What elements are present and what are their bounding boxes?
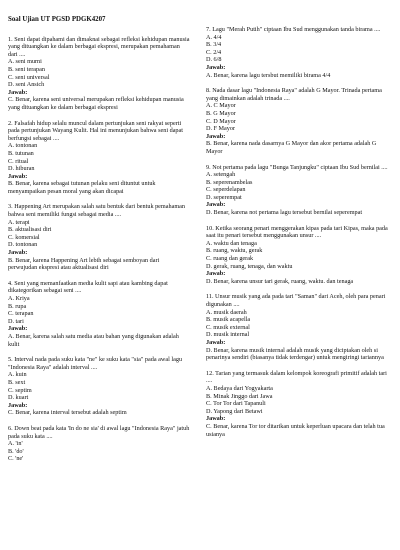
answer-label: Jawab: xyxy=(8,88,28,96)
answer-option: C. 'ne' xyxy=(8,455,24,463)
question-item xyxy=(206,293,388,361)
document-title: Soal Ujian UT PGSD PDGK4207 xyxy=(8,16,106,23)
question-item xyxy=(206,370,388,438)
answer-option: B. Minak Jinggo dari Jawa xyxy=(206,392,273,400)
answer-option: A. 4/4 xyxy=(206,33,222,41)
answer-explanation: C. Benar, karena interval tersebut adalah septim xyxy=(8,409,127,417)
answer-option: A. tontonan xyxy=(8,142,38,150)
answer-option: D. gerak, ruang, tenaga, dan waktu xyxy=(206,262,293,270)
answer-label: Jawab: xyxy=(8,325,28,333)
question-text: 6. Down beat pada kata 'In do ne sia' di awal lagu "Indonesia Raya" jatuh pada suku kata .... xyxy=(8,424,190,440)
answer-label: Jawab: xyxy=(8,172,28,180)
question-text: 1. Seni dapat dipahami dan dimaknai sebagai refleksi kehidupan manusia yang dituangkan ke dalam berbagai ekspresi, merupakan pemahaman dari .... xyxy=(8,35,190,58)
answer-explanation: B. Benar, karena Happening Art lebih sebagai semboyan dari perwujudan ekspresi atau aktualisasi diri xyxy=(8,256,160,272)
answer-option: C. ruang dan gerak xyxy=(206,255,254,263)
answer-option: A. terapi xyxy=(8,218,30,226)
question-text: 4. Seni yang memanfaatkan media kulit sapi atau kambing dapat dikategorikan sebagai seni .... xyxy=(8,279,168,295)
answer-explanation: D. Benar, karena not pertama lagu tersebut bernilai seperempat xyxy=(206,209,363,217)
question-text: 7. Lagu "Merah Putih" ciptaan Ibu Sud menggunakan tanda birama .... xyxy=(206,26,381,33)
answer-option: B. seperenambelas xyxy=(206,178,253,186)
answer-option: A. C Mayor xyxy=(206,102,236,110)
answer-option: C. septim xyxy=(8,386,32,394)
question-item xyxy=(8,120,190,196)
question-item xyxy=(206,164,388,217)
answer-explanation: D. Benar, karena unsur tari gerak, ruang, waktu. dan tenaga xyxy=(206,277,354,285)
answer-label: Jawab: xyxy=(8,401,28,409)
answer-option: B. sext xyxy=(8,378,26,386)
question-text: 10. Ketika seorang penari menggerakan kipas pada tari Kipas, maka pada saat itu penari tersebut menggunakan unsur .... xyxy=(206,224,388,240)
answer-option: A. musik daerah xyxy=(206,308,247,316)
answer-option: A. 'in' xyxy=(8,440,23,448)
answer-option: D. Yapong dari Betawi xyxy=(206,407,263,415)
answer-option: D. tari xyxy=(8,317,24,325)
answer-option: B. musik acapella xyxy=(206,316,251,324)
answer-option: C. Tor Tor dari Tapanuli xyxy=(206,400,266,408)
answer-option: C. ritual xyxy=(8,157,29,165)
question-item xyxy=(206,26,388,79)
right-question-list xyxy=(206,26,388,438)
question-item xyxy=(8,203,190,271)
answer-label: Jawab: xyxy=(8,249,28,257)
answer-label: Jawab: xyxy=(206,415,226,423)
question-text: 2. Falsafah hidup selalu muncul dalam pertunjukan seni rakyat seperti pada pertunjukan Wayang Kulit. Hal ini menunjukan bahwa seni dapat berfungsi sebagai .... xyxy=(8,119,183,142)
right-column xyxy=(206,26,388,446)
answer-option: B. seni terapan xyxy=(8,65,45,73)
answer-option: A. seni murni xyxy=(8,58,42,66)
answer-option: B. 'do' xyxy=(8,447,24,455)
answer-explanation: B. Benar, karena sebagai tutunan pelaku seni dituntut untuk menyampaikan pesan moral yang akan dicapai xyxy=(8,180,156,195)
answer-option: C. terapan xyxy=(8,310,34,318)
question-item xyxy=(8,280,190,348)
answer-option: A. kuin xyxy=(8,371,27,379)
answer-option: B. G Mayor xyxy=(206,109,236,117)
answer-option: C. D Mayor xyxy=(206,117,236,125)
question-text: 12. Tarian yang termasuk dalam kelompok koreografi primitif adalah tari .... xyxy=(206,369,387,385)
answer-option: D. seni Ansich xyxy=(8,81,45,89)
answer-option: C. 2/4 xyxy=(206,48,222,56)
question-item xyxy=(206,225,388,286)
left-question-list xyxy=(8,36,190,463)
question-item xyxy=(206,87,388,155)
question-item xyxy=(8,425,190,463)
answer-option: A. setengah xyxy=(206,171,236,179)
question-text: 5. Interval nada pada suku kata "ne" ke suku kata "sia" pada awal lagu "Indonesia Raya" adalah interval .... xyxy=(8,356,183,371)
answer-label: Jawab: xyxy=(206,201,226,209)
answer-option: D. F Mayor xyxy=(206,125,236,133)
answer-option: D. 6/8 xyxy=(206,56,222,64)
answer-option: D. seperempat xyxy=(206,193,242,201)
answer-label: Jawab: xyxy=(206,270,226,278)
answer-option: B. rupa xyxy=(8,302,27,310)
answer-option: D. hiburan xyxy=(8,165,35,173)
answer-explanation: C. Benar, karena Tor tor ditarikan untuk keperluan upacara dan telah tua usianya xyxy=(206,422,385,438)
answer-option: A. Kriya xyxy=(8,295,30,302)
answer-option: A. Bedaya dari Yogyakarta xyxy=(206,384,273,392)
question-item xyxy=(8,356,190,417)
answer-option: B. 3/4 xyxy=(206,41,222,49)
answer-option: D. musik internal xyxy=(206,331,250,339)
answer-option: C. seperdelapan xyxy=(206,186,246,194)
question-text: 9. Not pertama pada lagu "Bunga Tanjungku" ciptaan Ibu Sud bernilai .... xyxy=(206,163,388,171)
answer-explanation: A. Benar, karena salah satu media atau bahan yang digunakan adalah kulit xyxy=(8,332,179,348)
answer-option: D. tontonan xyxy=(8,241,38,249)
question-item xyxy=(8,36,190,112)
left-column xyxy=(8,16,190,471)
answer-label: Jawab: xyxy=(206,338,226,346)
answer-label: Jawab: xyxy=(206,132,226,140)
question-text: 8. Nada dasar lagu "Indonesia Raya" adalah G Mayor. Trinada pertama yang dimainkan adalah trinada .... xyxy=(206,87,382,102)
answer-option: C. musik external xyxy=(206,323,250,331)
answer-option: A. waktu dan tenaga xyxy=(206,239,257,247)
answer-option: B. aktualisasi diri xyxy=(8,226,52,234)
answer-explanation: A. Benar, karena lagu tersbut memiliki birama 4/4 xyxy=(206,71,331,79)
answer-option: B. tutunan xyxy=(8,149,34,157)
answer-explanation: C. Benar, karena seni universal merupakan refleksi kehidupan manusia yang dituangkan ke dalam berbagai ekspresi xyxy=(8,96,184,111)
answer-option: D. kuart xyxy=(8,394,29,402)
answer-option: B. ruang, waktu, gerak xyxy=(206,247,263,255)
answer-explanation: D. Benar, karena musik internal adalah musik yang diciptakan oleh si penarinya sendiri (biasanya tidak terdengar) untuk mengiringi tariannya xyxy=(206,346,384,362)
answer-option: C. seni universal xyxy=(8,73,50,81)
question-text: 3. Happening Art merupakan salah satu bentuk dari bentuk pemahaman bahwa seni memiliki fungsi sebagai media .... xyxy=(8,203,185,219)
question-text: 11. Unsur musik yang ada pada tari "Saman" dari Aceh, oleh para penari digunakan .... xyxy=(206,293,386,308)
answer-label: Jawab: xyxy=(206,63,226,71)
answer-explanation: B. Benar, karena nada dasarnya G Mayor dan akor pertama adalah G Mayor xyxy=(206,140,377,155)
answer-option: C. komersial xyxy=(8,233,40,241)
